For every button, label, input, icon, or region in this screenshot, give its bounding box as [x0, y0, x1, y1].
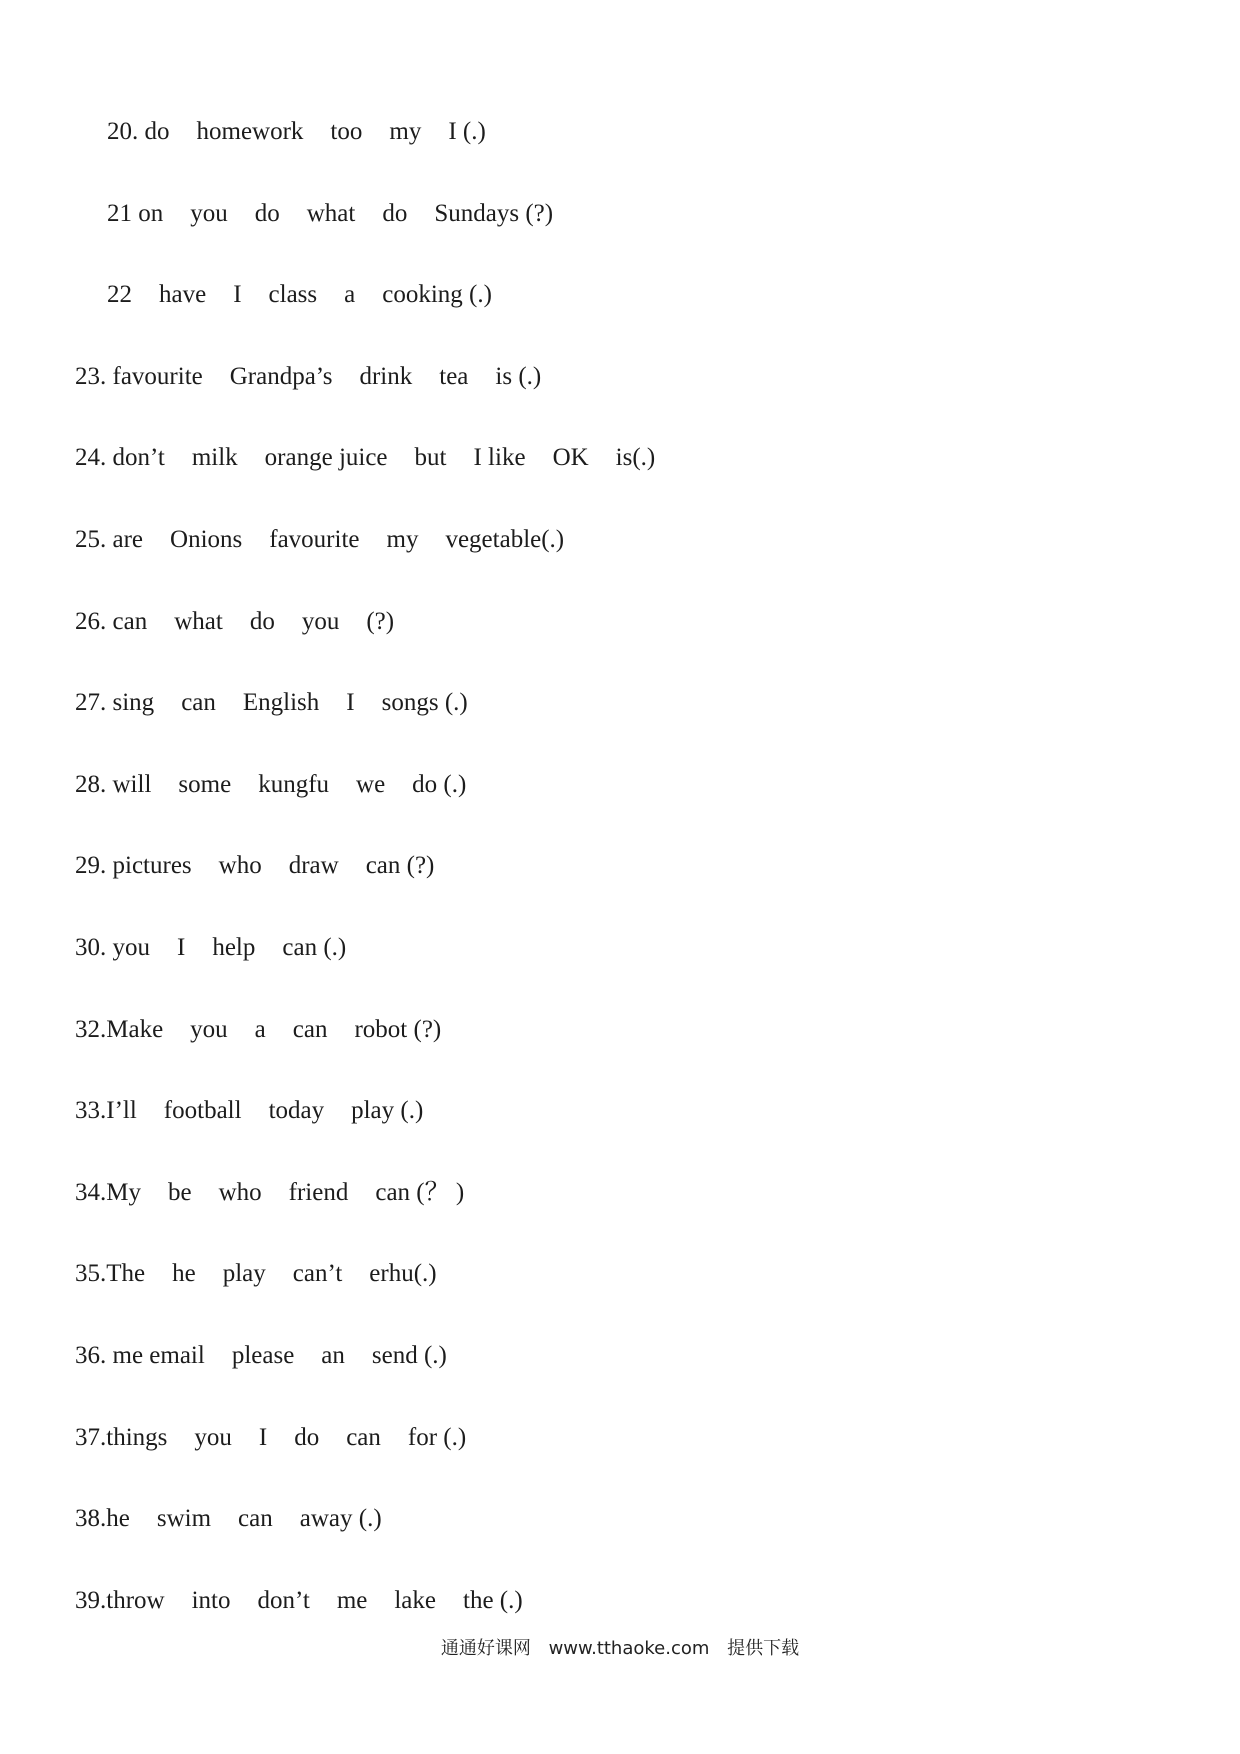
word-token: I: [258, 1423, 268, 1451]
word-token: away (.): [299, 1505, 382, 1533]
word-token: a: [254, 1015, 266, 1043]
word-token: today: [268, 1097, 325, 1125]
word-token: homework: [196, 118, 304, 145]
word-token: favourite: [269, 525, 360, 553]
word-token: I like: [473, 444, 526, 472]
word-token: 22: [107, 281, 132, 309]
word-token: English: [242, 689, 320, 717]
word-token: erhu(.): [369, 1260, 437, 1288]
word-token: class: [268, 281, 318, 309]
word-token: 29. pictures: [75, 852, 192, 880]
exercise-item: [0, 581, 1240, 663]
word-token: play (.): [351, 1097, 424, 1125]
exercise-item: [0, 1233, 1240, 1315]
word-token: my: [386, 525, 419, 553]
word-token: songs (.): [381, 689, 468, 717]
word-token: an: [321, 1341, 345, 1369]
word-token: 20. do: [107, 118, 170, 145]
exercise-item: [0, 91, 1240, 173]
word-token: orange juice: [264, 444, 388, 472]
word-token: me: [336, 1586, 368, 1614]
word-token: kungfu: [258, 770, 330, 798]
word-token: friend: [288, 1178, 349, 1206]
word-token: 30. you: [75, 933, 150, 961]
word-token: can (.): [282, 933, 347, 961]
word-token: please: [231, 1341, 295, 1369]
exercise-item: [0, 989, 1240, 1071]
word-token: for (.): [407, 1423, 467, 1451]
word-token: I: [233, 281, 242, 309]
word-token: 37.things: [75, 1423, 168, 1451]
exercise-item: [0, 254, 1240, 336]
word-token: you: [190, 1015, 228, 1043]
exercise-item: [0, 1315, 1240, 1397]
word-token: what: [174, 607, 223, 635]
word-token: you: [194, 1423, 232, 1451]
exercise-item: [0, 336, 1240, 418]
word-token: 34.My: [75, 1178, 141, 1206]
word-token: I: [177, 933, 186, 961]
exercise-item: [0, 1478, 1240, 1560]
word-token: can (？ ): [375, 1178, 465, 1206]
word-token: robot (?): [354, 1015, 442, 1043]
footer-url: www.tthaoke.com: [548, 1638, 710, 1659]
word-token: can: [292, 1015, 328, 1043]
word-token: I (.): [448, 118, 486, 145]
exercise-item: [0, 825, 1240, 907]
word-token: 38.he: [75, 1505, 130, 1533]
exercise-item: [0, 662, 1240, 744]
word-token: help: [212, 933, 256, 961]
word-token: Sundays (?): [434, 199, 554, 227]
word-token: do: [254, 199, 280, 227]
word-token: 27. sing: [75, 689, 155, 717]
word-token: a: [344, 281, 356, 309]
word-token: be: [167, 1178, 192, 1206]
word-token: 21 on: [107, 199, 164, 227]
word-token: Grandpa’s: [229, 362, 333, 390]
word-token: some: [178, 770, 232, 798]
word-token: 39.throw: [75, 1586, 165, 1614]
exercise-list: [0, 91, 1240, 1641]
footer-site-name: 通通好课网: [440, 1638, 531, 1659]
word-token: into: [191, 1586, 231, 1614]
word-token: milk: [191, 444, 238, 472]
footer-download-note: 提供下载: [727, 1638, 800, 1659]
word-token: do: [382, 199, 408, 227]
word-token: but: [414, 444, 447, 472]
exercise-item: [0, 907, 1240, 989]
word-token: send (.): [371, 1341, 447, 1369]
word-token: draw: [288, 852, 339, 880]
word-token: is (.): [495, 362, 542, 390]
word-token: drink: [359, 362, 413, 390]
word-token: do (.): [412, 770, 467, 798]
word-token: Onions: [170, 525, 243, 553]
word-token: cooking (.): [382, 281, 492, 309]
word-token: I: [346, 689, 355, 717]
word-token: you: [190, 199, 228, 227]
word-token: who: [218, 1178, 262, 1206]
exercise-item: [0, 417, 1240, 499]
word-token: do: [294, 1423, 320, 1451]
word-token: play: [222, 1260, 266, 1288]
word-token: vegetable(.): [445, 525, 565, 553]
word-token: don’t: [257, 1586, 310, 1614]
word-token: 23. favourite: [75, 362, 203, 390]
word-token: we: [356, 770, 386, 798]
word-token: what: [306, 199, 356, 227]
word-token: can: [346, 1423, 381, 1451]
word-token: do: [249, 607, 275, 635]
word-token: football: [163, 1097, 242, 1125]
exercise-item: [0, 499, 1240, 581]
word-token: can (?): [365, 852, 435, 880]
word-token: (?): [366, 607, 395, 635]
word-token: 24. don’t: [75, 444, 165, 472]
word-token: can: [238, 1505, 273, 1533]
word-token: my: [389, 118, 422, 145]
exercise-item: [0, 1070, 1240, 1152]
word-token: swim: [156, 1505, 212, 1533]
exercise-item: [0, 1560, 1240, 1642]
exercise-item: [0, 1152, 1240, 1234]
exercise-item: [0, 173, 1240, 255]
page-footer: [0, 1634, 1240, 1660]
word-token: lake: [394, 1586, 436, 1614]
word-token: is(.): [615, 444, 656, 472]
word-token: 33.I’ll: [75, 1097, 137, 1125]
exercise-item: [0, 1397, 1240, 1479]
word-token: 32.Make: [75, 1015, 164, 1043]
word-token: he: [172, 1260, 196, 1288]
word-token: too: [330, 118, 363, 145]
word-token: OK: [552, 444, 589, 472]
word-token: 28. will: [75, 770, 152, 798]
word-token: 26. can: [75, 607, 148, 635]
word-token: who: [218, 852, 262, 880]
word-token: have: [159, 281, 207, 309]
word-token: can’t: [292, 1260, 343, 1288]
word-token: the (.): [463, 1586, 523, 1614]
word-token: tea: [439, 362, 469, 390]
exercise-item: [0, 744, 1240, 826]
word-token: you: [301, 607, 340, 635]
word-token: 25. are: [75, 525, 144, 553]
word-token: 36. me email: [75, 1341, 205, 1369]
word-token: 35.The: [75, 1260, 146, 1288]
word-token: can: [181, 689, 216, 717]
